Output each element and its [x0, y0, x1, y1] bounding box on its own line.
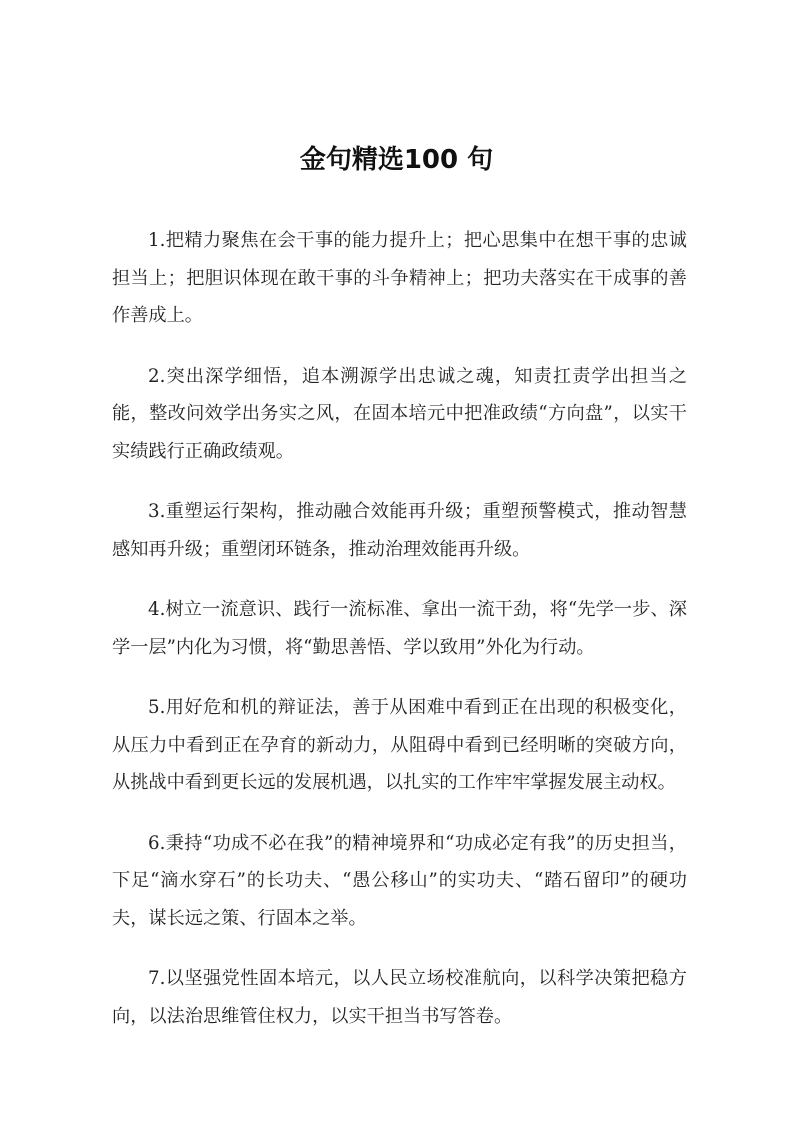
- paragraph-1: 1.把精力聚焦在会干事的能力提升上；把心思集中在想干事的忠诚担当上；把胆识体现在敢干事的斗争精神上；把功夫落实在干成事的善作善成上。: [112, 230, 687, 326]
- document-body: [112, 222, 687, 1058]
- paragraph-3: 3.重塑运行架构，推动融合效能再升级；重塑预警模式，推动智慧感知再升级；重塑闭环链条，推动治理效能再升级。: [112, 501, 687, 560]
- paragraph-4: 4.树立一流意识、践行一流标准、拿出一流干劲，将“先学一步、深学一层”内化为习惯，将“勤思善悟、学以致用”外化为行动。: [112, 599, 687, 658]
- paragraph-6: 6.秉持“功成不必在我”的精神境界和“功成必定有我”的历史担当，下足“滴水穿石”的长功夫、“愚公移山”的实功夫、“踏石留印”的硬功夫，谋长远之策、行固本之举。: [112, 832, 687, 929]
- paragraph-2: 2.突出深学细悟，追本溯源学出忠诚之魂，知责扛责学出担当之能，整改问效学出务实之风，在固本培元中把准政绩“方向盘”，以实干实绩践行正确政绩观。: [112, 365, 687, 462]
- page-title: 金句精选100 句: [299, 145, 494, 175]
- paragraph-7: 7.以坚强党性固本培元，以人民立场校准航向，以科学决策把稳方向，以法治思维管住权力，以实干担当书写答卷。: [112, 968, 687, 1027]
- paragraph-5: 5.用好危和机的辩证法，善于从困难中看到正在出现的积极变化，从压力中看到正在孕育的新动力，从阻碍中看到已经明晰的突破方向，从挑战中看到更长远的发展机遇，以扎实的工作牢牢掌握发展主动权。: [112, 697, 687, 793]
